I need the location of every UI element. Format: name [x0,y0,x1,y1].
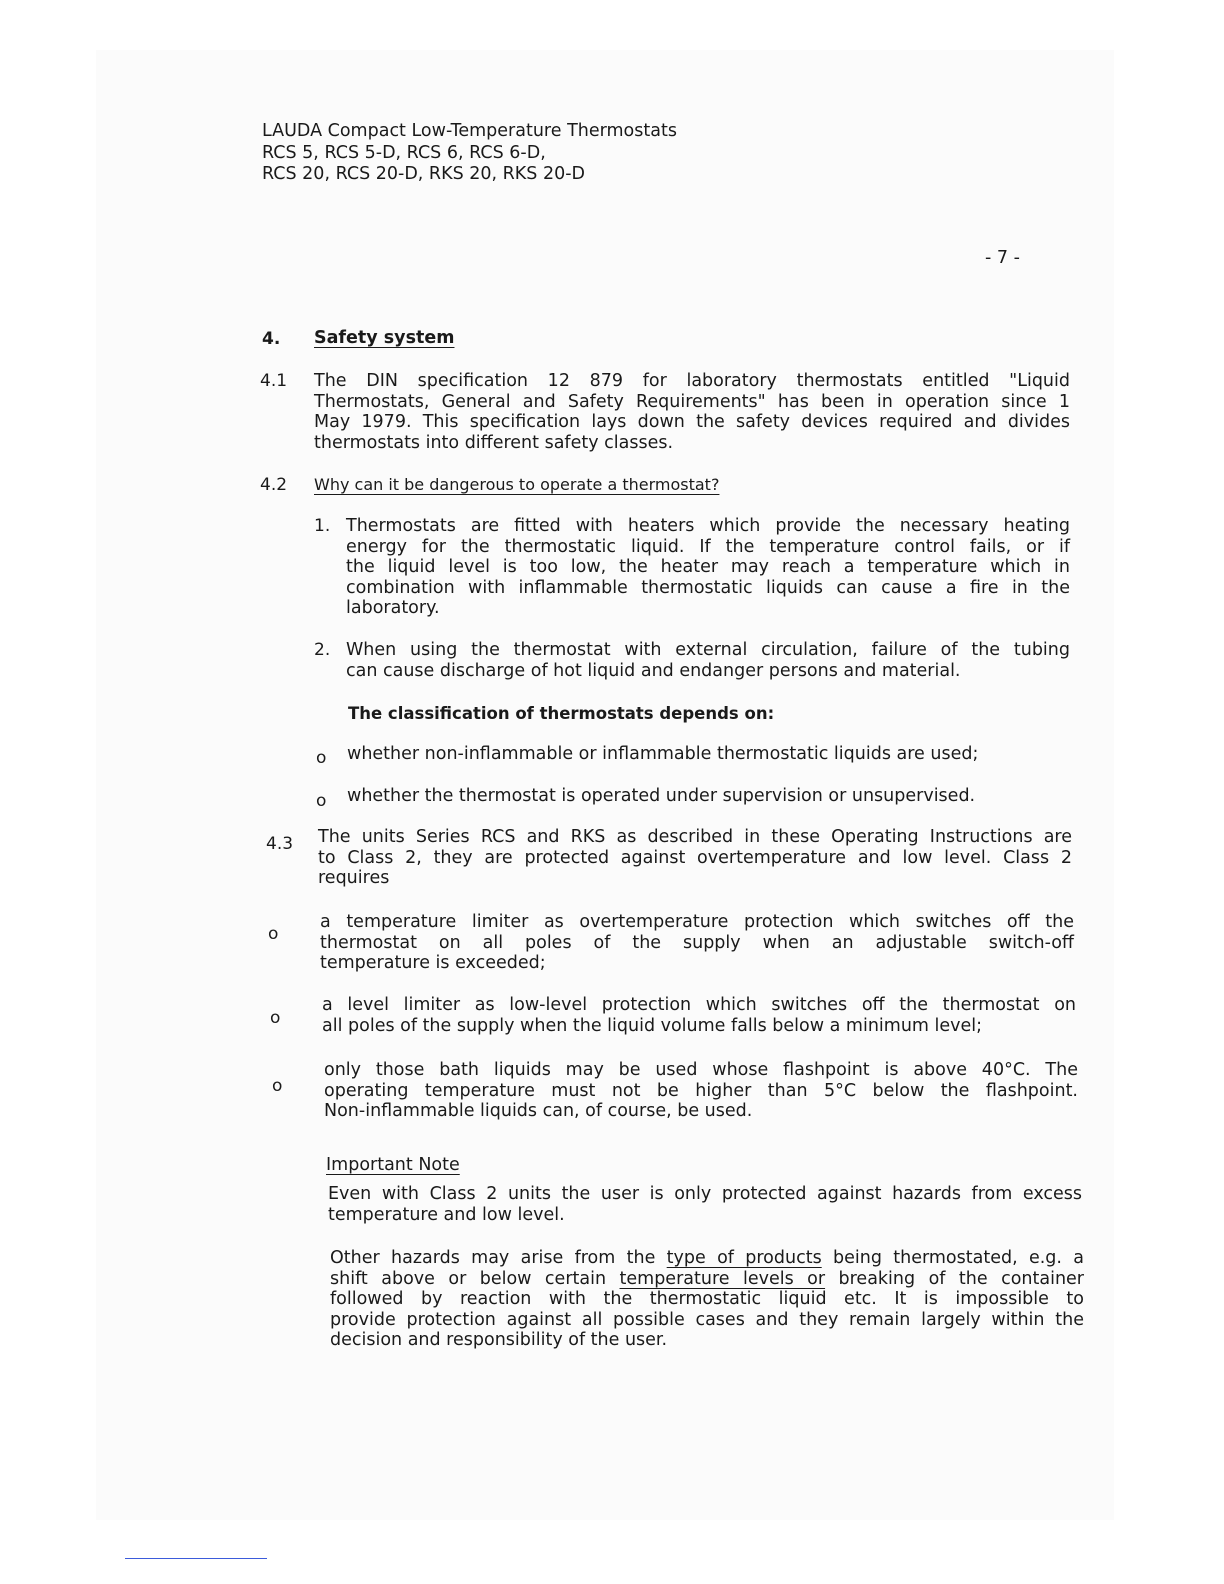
note-paragraph-1 [328,1184,1082,1225]
text-span: shift above or below certain [330,1268,620,1289]
text-line: The units Series RCS and RKS as described in these Operating Instructions are [318,827,1072,847]
text-line: Non-inflammable liquids can, of course, be used. [324,1101,753,1121]
bullet-symbol: o [316,748,327,768]
text-line: a temperature limiter as overtemperature protection which switches off the [320,912,1074,932]
paragraph-4-1 [314,371,1070,453]
list-item-1 [346,516,1070,619]
bullet-symbol: o [268,924,279,944]
bullet-item: whether non-inflammable or inflammable thermostatic liquids are used; [347,744,979,764]
page-number: - 7 - [985,248,1020,268]
text-line: followed by reaction with the thermostatic liquid etc. It is impossible to [330,1289,1084,1309]
requirement-item-3 [324,1060,1078,1122]
text-line: combination with inflammable thermostatic liquids can cause a fire in the [346,577,1070,598]
subsection-number-4-2: 4.2 [260,475,288,495]
subsection-number-4-1: 4.1 [260,371,288,391]
bullet-symbol: o [316,791,327,811]
bullet-symbol: o [270,1008,281,1028]
note-paragraph-2 [330,1248,1084,1351]
header-line-1: LAUDA Compact Low-Temperature Thermostats [262,121,677,141]
text-line: When using the thermostat with external circulation, failure of the tubing [346,640,1070,660]
text-line: provide protection against all possible cases and they remain largely within the [330,1309,1084,1330]
subsection-number-4-3: 4.3 [266,834,294,854]
text-line: Even with Class 2 units the user is only protected against hazards from excess [328,1184,1082,1204]
section-number: 4. [262,329,281,349]
text-line: thermostats into different safety classes. [314,432,674,453]
text-line [330,1248,1084,1269]
text-line: to Class 2, they are protected against overtemperature and low level. Class 2 [318,847,1072,868]
text-line: thermostat on all poles of the supply when an adjustable switch-off [320,932,1074,953]
text-line: energy for the thermostatic liquid. If the temperature control fails, or if [346,536,1070,557]
text-line [330,1269,1084,1290]
text-line: the liquid level is too low, the heater may reach a temperature which in [346,557,1070,577]
header-line-2: RCS 5, RCS 5-D, RCS 6, RCS 6-D, [262,142,546,163]
classification-heading: The classification of thermostats depends on: [348,704,775,723]
section-title: Safety system [314,328,455,348]
text-line: laboratory. [346,598,440,618]
temperature-levels-text: temperature levels or [619,1268,826,1289]
text-line: temperature and low level. [328,1204,565,1225]
bullet-symbol: o [272,1076,283,1096]
text-line: decision and responsibility of the user. [330,1330,668,1350]
document-header [262,121,677,186]
bullet-item: whether the thermostat is operated under supervision or unsupervised. [347,786,976,806]
text-line: requires [318,868,390,888]
text-line: Thermostats, General and Safety Requirements" has been in operation since 1 [314,391,1070,412]
requirement-item-2 [322,995,1076,1036]
footer-rule [125,1558,267,1559]
list-item-2 [346,640,1070,681]
text-span: being thermostated, e.g. a [821,1248,1084,1268]
text-line: a level limiter as low-level protection which switches off the thermostat on [322,995,1076,1015]
text-line: temperature is exceeded; [320,953,546,973]
text-line: Thermostats are fitted with heaters which provide the necessary heating [346,516,1070,536]
subsection-title-4-2: Why can it be dangerous to operate a thermostat? [314,475,720,494]
paragraph-4-3 [318,827,1072,889]
text-line: May 1979. This specification lays down the safety devices required and divides [314,412,1070,432]
text-line: The DIN specification 12 879 for laboratory thermostats entitled "Liquid [314,371,1070,391]
header-line-3: RCS 20, RCS 20-D, RKS 20, RKS 20-D [262,164,585,184]
text-span: Other hazards may arise from the [330,1248,667,1268]
text-span: breaking of the container [825,1268,1084,1289]
important-note-title: Important Note [326,1155,460,1175]
list-number-1: 1. [314,516,331,536]
type-of-products-text: type of products [666,1248,822,1268]
requirement-item-1 [320,912,1074,974]
text-line: operating temperature must not be higher than 5°C below the flashpoint. [324,1080,1078,1101]
list-number-2: 2. [314,640,331,660]
text-line: can cause discharge of hot liquid and endanger persons and material. [346,660,961,681]
text-line: only those bath liquids may be used whose flashpoint is above 40°C. The [324,1060,1078,1080]
text-line: all poles of the supply when the liquid volume falls below a minimum level; [322,1015,983,1036]
